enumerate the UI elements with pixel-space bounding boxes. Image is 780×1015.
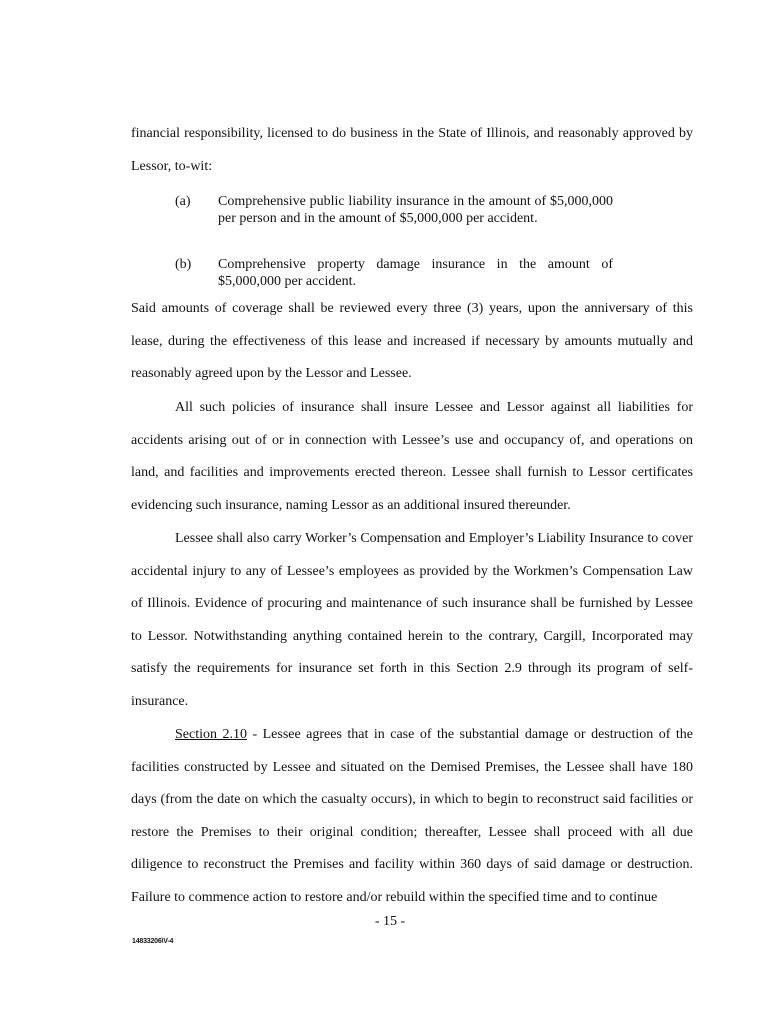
list-label: (b) bbox=[175, 257, 192, 272]
section-heading: Section 2.10 bbox=[175, 727, 247, 742]
paragraph-3: All such policies of insurance shall insure Lessee and Lessor against all liabilities for accidents arising out of or in connection with Lessee’s use and occupancy of, and operations on land, and facilities and improvements erected thereon. Lessee shall furnish to Lessor certificates evidencing such insurance, naming Lessor as an additional insured thereunder. bbox=[131, 400, 693, 513]
list-label: (a) bbox=[175, 194, 191, 209]
list-text: Comprehensive property damage insurance in the amount of $5,000,000 per accident. bbox=[218, 257, 613, 289]
paragraph-1: financial responsibility, licensed to do business in the State of Illinois, and reasonably approved by Lessor, to-wit: bbox=[131, 126, 693, 174]
document-id: 14833206\V-4 bbox=[132, 938, 174, 945]
page-number: - 15 - bbox=[374, 914, 406, 929]
paragraph-2: Said amounts of coverage shall be reviewed every three (3) years, upon the anniversary of this lease, during the effectiveness of this lease and increased if necessary by amounts mutually and reasonably agreed upon by the Lessor and Lessee. bbox=[131, 301, 693, 382]
paragraph-5 bbox=[131, 719, 693, 915]
list-text: Comprehensive public liability insurance in the amount of $5,000,000 per person and in the amount of $5,000,000 per accident. bbox=[218, 194, 613, 226]
paragraph-4: Lessee shall also carry Worker’s Compensation and Employer’s Liability Insurance to cover accidental injury to any of Lessee’s employees as provided by the Workmen’s Compensation Law of Illinois. Evidence of procuring and maintenance of such insurance shall be furnished by Lessee to Lessor. Notwithstanding anything contained herein to the contrary, Cargill, Incorporated may satisfy the requirements for insurance set forth in this Section 2.9 through its program of self-insurance. bbox=[131, 531, 693, 709]
paragraph-5-text: - Lessee agrees that in case of the substantial damage or destruction of the facilities constructed by Lessee and situated on the Demised Premises, the Lessee shall have 180 days (from the date on which the casualty occurs), in which to begin to reconstruct said facilities or restore the Premises to their original condition; thereafter, Lessee shall proceed with all due diligence to reconstruct the Premises and facility within 360 days of said damage or destruction. Failure to commence action to restore and/or rebuild within the specified time and to continue bbox=[131, 727, 693, 905]
